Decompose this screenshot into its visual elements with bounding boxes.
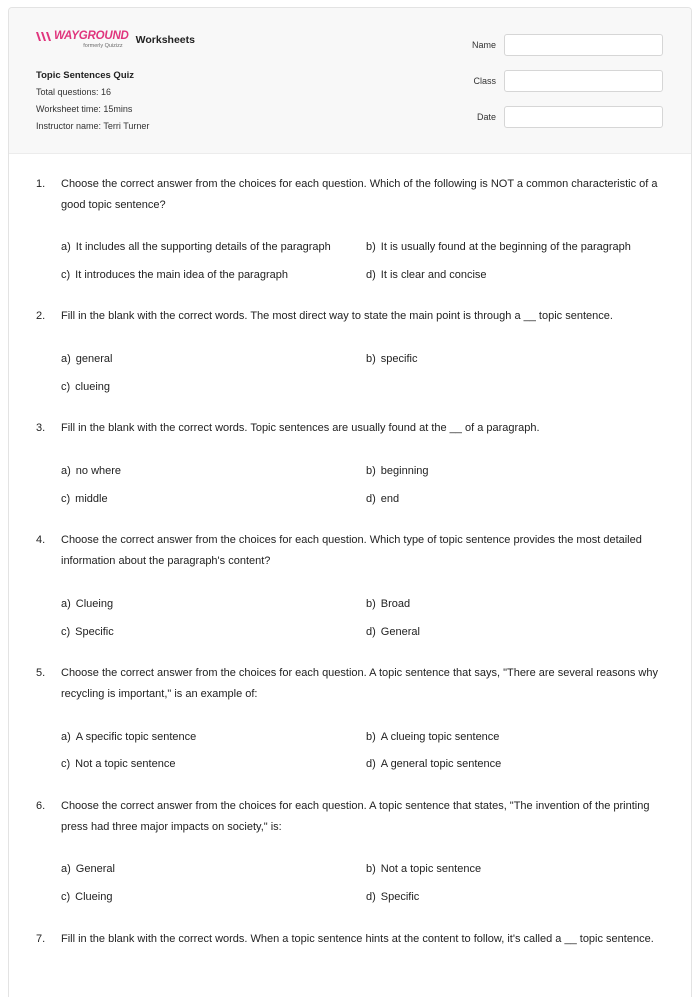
answer-option xyxy=(366,889,419,905)
class-field[interactable] xyxy=(504,70,663,92)
answer-option xyxy=(61,463,121,479)
question-number: 4. xyxy=(36,534,46,546)
question-number: 7. xyxy=(36,933,46,945)
option-text: Not a topic sentence xyxy=(380,863,482,875)
worksheet-header xyxy=(9,8,691,154)
option-text: middle xyxy=(75,493,108,505)
name-label: Name xyxy=(471,40,496,50)
option-letter: c) xyxy=(61,269,71,281)
option-letter: a) xyxy=(61,863,71,875)
question-number: 2. xyxy=(36,310,46,322)
answer-option xyxy=(366,861,481,877)
question-number: 3. xyxy=(36,422,46,434)
option-letter: c) xyxy=(61,758,71,770)
option-letter: c) xyxy=(61,493,71,505)
option-letter: c) xyxy=(61,381,71,393)
option-letter: b) xyxy=(366,598,376,610)
question-text: Fill in the blank with the correct words. The most direct way to state the main point is through a __ topic sentence. xyxy=(61,310,613,322)
answer-option xyxy=(61,491,108,507)
question-number: 5. xyxy=(36,667,46,679)
answer-option xyxy=(366,463,429,479)
answer-option xyxy=(61,889,112,905)
answer-option xyxy=(366,351,417,367)
class-row xyxy=(472,70,663,92)
date-field[interactable] xyxy=(504,106,663,128)
wayground-mark-icon xyxy=(36,31,52,42)
answer-option xyxy=(61,267,288,283)
option-text: end xyxy=(380,493,400,505)
question-text: Choose the correct answer from the choices for each question. A topic sentence that says, "There are several reasons why recycling is important," is an example of: xyxy=(61,667,658,700)
option-letter: d) xyxy=(366,626,376,638)
brand xyxy=(36,30,195,50)
option-text: General xyxy=(75,863,115,875)
answer-option xyxy=(61,861,115,877)
logo-subtitle: formerly Quizizz xyxy=(83,43,123,49)
answer-option xyxy=(366,239,631,255)
option-text: clueing xyxy=(75,381,111,393)
answer-option xyxy=(366,267,487,283)
option-text: A specific topic sentence xyxy=(75,731,197,743)
option-text: Clueing xyxy=(75,598,114,610)
option-text: general xyxy=(75,353,113,365)
option-letter: c) xyxy=(61,626,71,638)
option-text: It includes all the supporting details of the paragraph xyxy=(75,241,331,253)
worksheet-meta xyxy=(36,67,149,135)
logo xyxy=(36,30,129,50)
answer-option xyxy=(61,351,112,367)
question-text: Choose the correct answer from the choices for each question. Which type of topic sentence provides the most detailed information about the paragraph's content? xyxy=(61,534,642,567)
name-field[interactable] xyxy=(504,34,663,56)
option-letter: b) xyxy=(366,241,376,253)
option-letter: b) xyxy=(366,863,376,875)
answer-option xyxy=(61,729,196,745)
question-number: 1. xyxy=(36,178,46,190)
option-letter: d) xyxy=(366,269,376,281)
product-name: Worksheets xyxy=(135,34,195,46)
option-text: Specific xyxy=(380,891,420,903)
option-letter: a) xyxy=(61,353,71,365)
option-letter: b) xyxy=(366,353,376,365)
answer-option xyxy=(366,596,410,612)
option-text: specific xyxy=(380,353,418,365)
option-letter: a) xyxy=(61,731,71,743)
answer-option xyxy=(366,624,420,640)
option-letter: a) xyxy=(61,241,71,253)
option-text: A clueing topic sentence xyxy=(380,731,500,743)
option-text: It is usually found at the beginning of the paragraph xyxy=(380,241,631,253)
instructor-name: Instructor name: Terri Turner xyxy=(36,121,150,131)
option-letter: d) xyxy=(366,891,376,903)
worksheet-title: Topic Sentences Quiz xyxy=(36,70,135,81)
option-text: Not a topic sentence xyxy=(75,758,176,770)
option-letter: d) xyxy=(366,493,376,505)
option-text: It introduces the main idea of the paragraph xyxy=(75,269,288,281)
student-fields xyxy=(472,34,663,142)
option-text: A general topic sentence xyxy=(380,758,502,770)
option-text: General xyxy=(380,626,420,638)
option-letter: a) xyxy=(61,465,71,477)
option-letter: c) xyxy=(61,891,71,903)
total-questions: Total questions: 16 xyxy=(36,87,112,97)
answer-option xyxy=(61,239,331,255)
date-label: Date xyxy=(476,112,496,122)
question-text: Choose the correct answer from the choices for each question. A topic sentence that states, "The invention of the printing press had three major impacts on society," is: xyxy=(61,800,650,833)
date-row xyxy=(472,106,663,128)
option-text: beginning xyxy=(380,465,429,477)
question-number: 6. xyxy=(36,800,46,812)
logo-wordmark: WAYGROUND xyxy=(54,30,129,42)
option-text: Clueing xyxy=(75,891,113,903)
answer-option xyxy=(61,596,113,612)
answer-option xyxy=(61,624,114,640)
option-letter: a) xyxy=(61,598,71,610)
answer-option xyxy=(61,379,110,395)
answer-option xyxy=(366,729,499,745)
question-text: Fill in the blank with the correct words. Topic sentences are usually found at the __ of a paragraph. xyxy=(61,422,540,434)
option-text: It is clear and concise xyxy=(380,269,487,281)
option-letter: d) xyxy=(366,758,376,770)
answer-option xyxy=(366,756,501,772)
option-letter: b) xyxy=(366,731,376,743)
class-label: Class xyxy=(473,76,496,86)
name-row xyxy=(472,34,663,56)
option-text: Specific xyxy=(75,626,114,638)
answer-option xyxy=(366,491,399,507)
question-text: Fill in the blank with the correct words. When a topic sentence hints at the content to follow, it's called a __ topic sentence. xyxy=(61,933,654,945)
question-text: Choose the correct answer from the choices for each question. Which of the following is NOT a common characteristic of a good topic sentence? xyxy=(61,178,658,211)
worksheet-page xyxy=(8,7,692,997)
option-text: Broad xyxy=(380,598,411,610)
answer-option xyxy=(61,756,175,772)
worksheet-time: Worksheet time: 15mins xyxy=(36,104,133,114)
option-text: no where xyxy=(75,465,122,477)
option-letter: b) xyxy=(366,465,376,477)
